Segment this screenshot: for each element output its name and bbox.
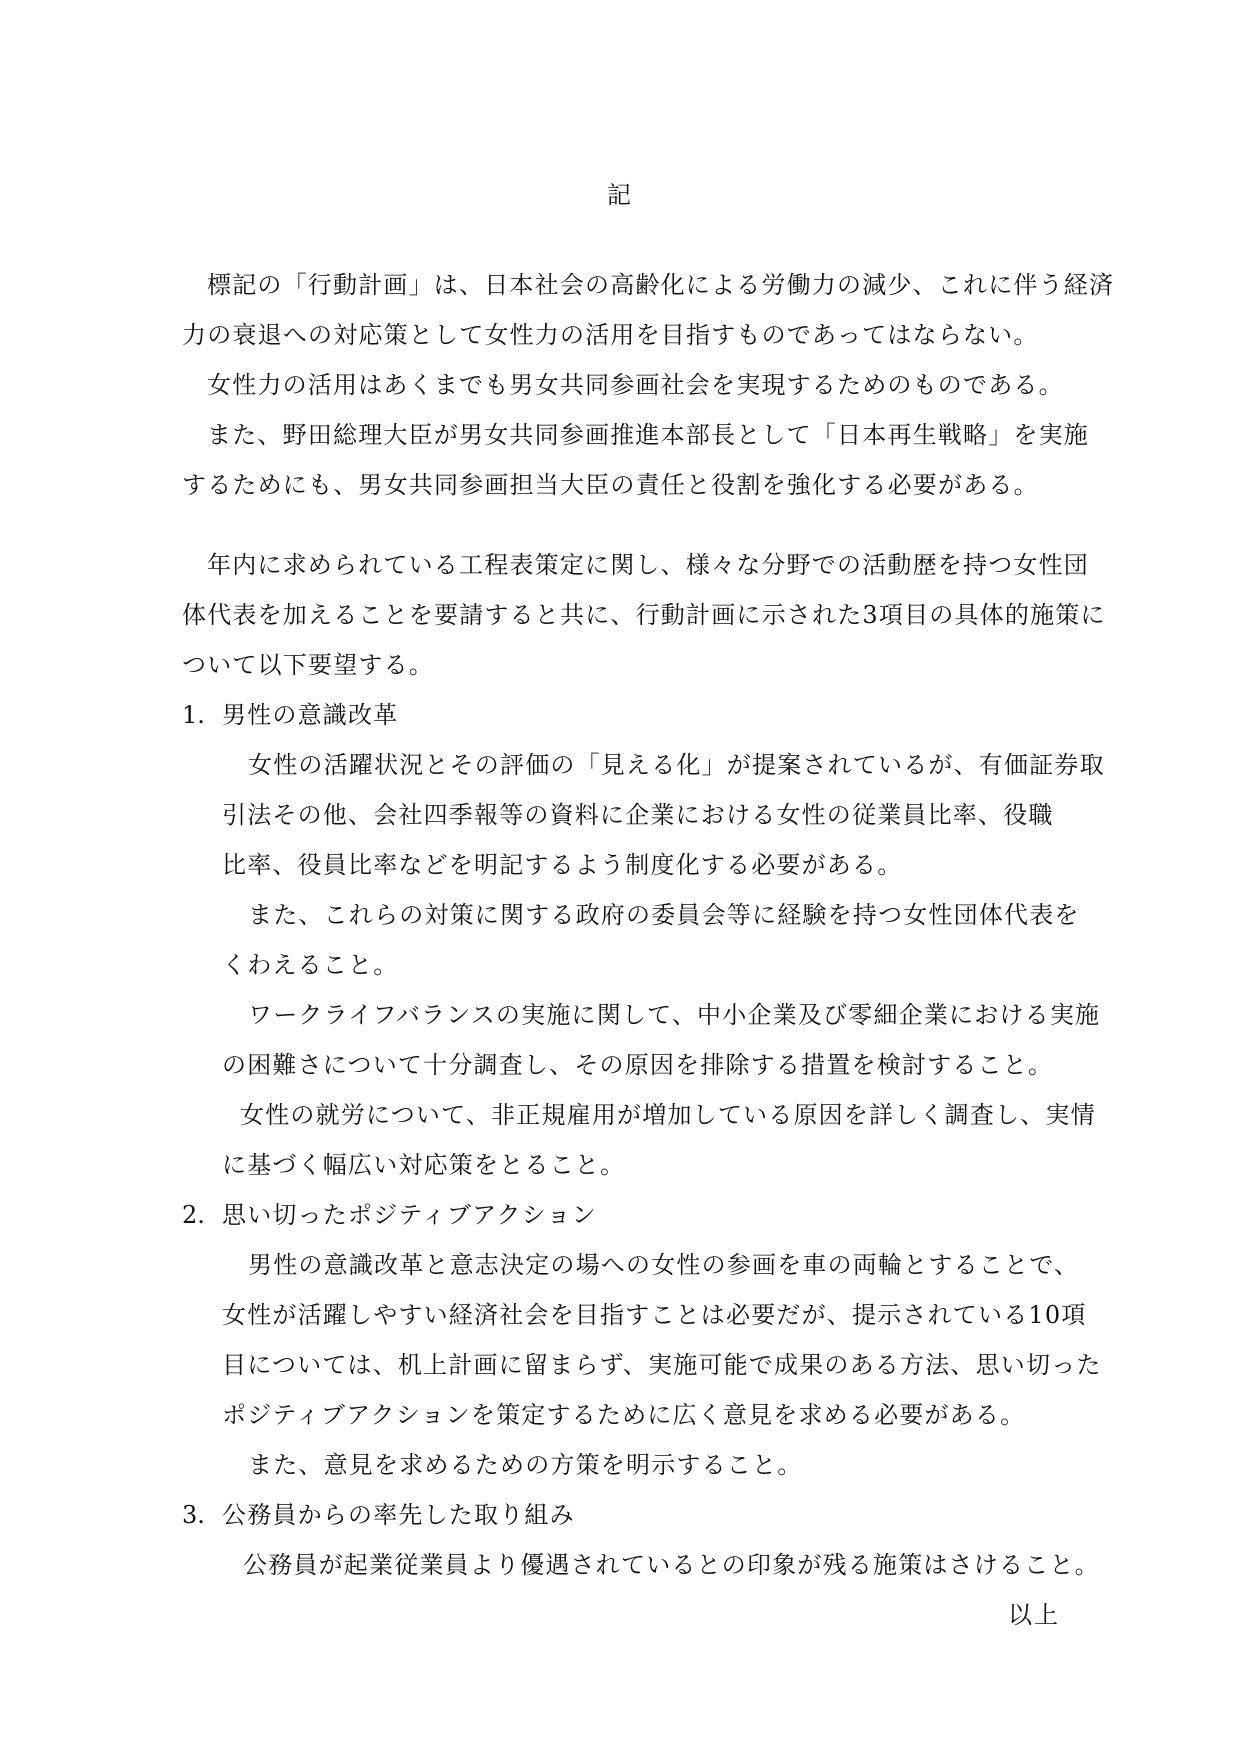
section-line: 女性の活躍状況とその評価の「見える化」が提案されているが、有価証券取 xyxy=(248,751,1105,779)
section-title: 公務員からの率先した取り組み xyxy=(222,1501,575,1529)
section-line: 女性が活躍しやすい経済社会を目指すことは必要だが、提示されている10項 xyxy=(222,1301,1087,1329)
section-line: 比率、役員比率などを明記するよう制度化する必要がある。 xyxy=(222,851,903,879)
request-line: 年内に求められている工程表策定に関し、様々な分野での活動歴を持つ女性団 xyxy=(207,551,1089,579)
section-line: また、意見を求めるための方策を明示すること。 xyxy=(248,1451,803,1479)
section-line: の困難さについて十分調査し、その原因を排除する措置を検討すること。 xyxy=(222,1051,1054,1079)
section-line: ワークライフバランスの実施に関して、中小企業及び零細企業における実施 xyxy=(248,1001,1101,1029)
section-line: に基づく幅広い対応策をとること。 xyxy=(222,1151,626,1179)
section-line: 男性の意識改革と意志決定の場への女性の参画を車の両輪とすることで、 xyxy=(248,1251,1080,1279)
section-line: 引法その他、会社四季報等の資料に企業における女性の従業員比率、役職 xyxy=(222,801,1054,829)
request-line: 体代表を加えることを要請すると共に、行動計画に示された3項目の具体的施策に xyxy=(182,601,1106,629)
intro-line: 女性力の活用はあくまでも男女共同参画社会を実現するためのものである。 xyxy=(207,371,1064,399)
section-line: 公務員が起業従業員より優遇されているとの印象が残る施策はさけること。 xyxy=(243,1551,1100,1579)
section-title: 思い切ったポジティブアクション xyxy=(222,1201,597,1229)
intro-line: するためにも、男女共同参画担当大臣の責任と役割を強化する必要がある。 xyxy=(182,471,1039,499)
section-number: 3. xyxy=(182,1501,205,1529)
section-line: ポジティブアクションを策定するために広く意見を求める必要がある。 xyxy=(222,1401,1026,1429)
section-line: くわえること。 xyxy=(222,951,399,979)
intro-line: 標記の「行動計画」は、日本社会の高齢化による労働力の減少、これに伴う経済 xyxy=(207,271,1115,299)
document-heading: 記 xyxy=(607,181,633,209)
section-line: また、これらの対策に関する政府の委員会等に経験を持つ女性団体代表を xyxy=(248,901,1080,929)
closing-mark: 以上 xyxy=(1008,1601,1060,1629)
section-title: 男性の意識改革 xyxy=(222,701,399,729)
section-number: 1. xyxy=(182,701,205,729)
section-number: 2. xyxy=(182,1201,205,1229)
section-line: 女性の就労について、非正規雇用が増加している原因を詳しく調査し、実情 xyxy=(240,1101,1096,1129)
request-line: ついて以下要望する。 xyxy=(182,651,434,679)
section-line: 目については、机上計画に留まらず、実施可能で成果のある方法、思い切った xyxy=(222,1351,1102,1379)
intro-line: また、野田総理大臣が男女共同参画推進本部長として「日本再生戦略」を実施 xyxy=(207,421,1089,449)
intro-line: 力の衰退への対応策として女性力の活用を目指すものであってはならない。 xyxy=(182,321,1039,349)
